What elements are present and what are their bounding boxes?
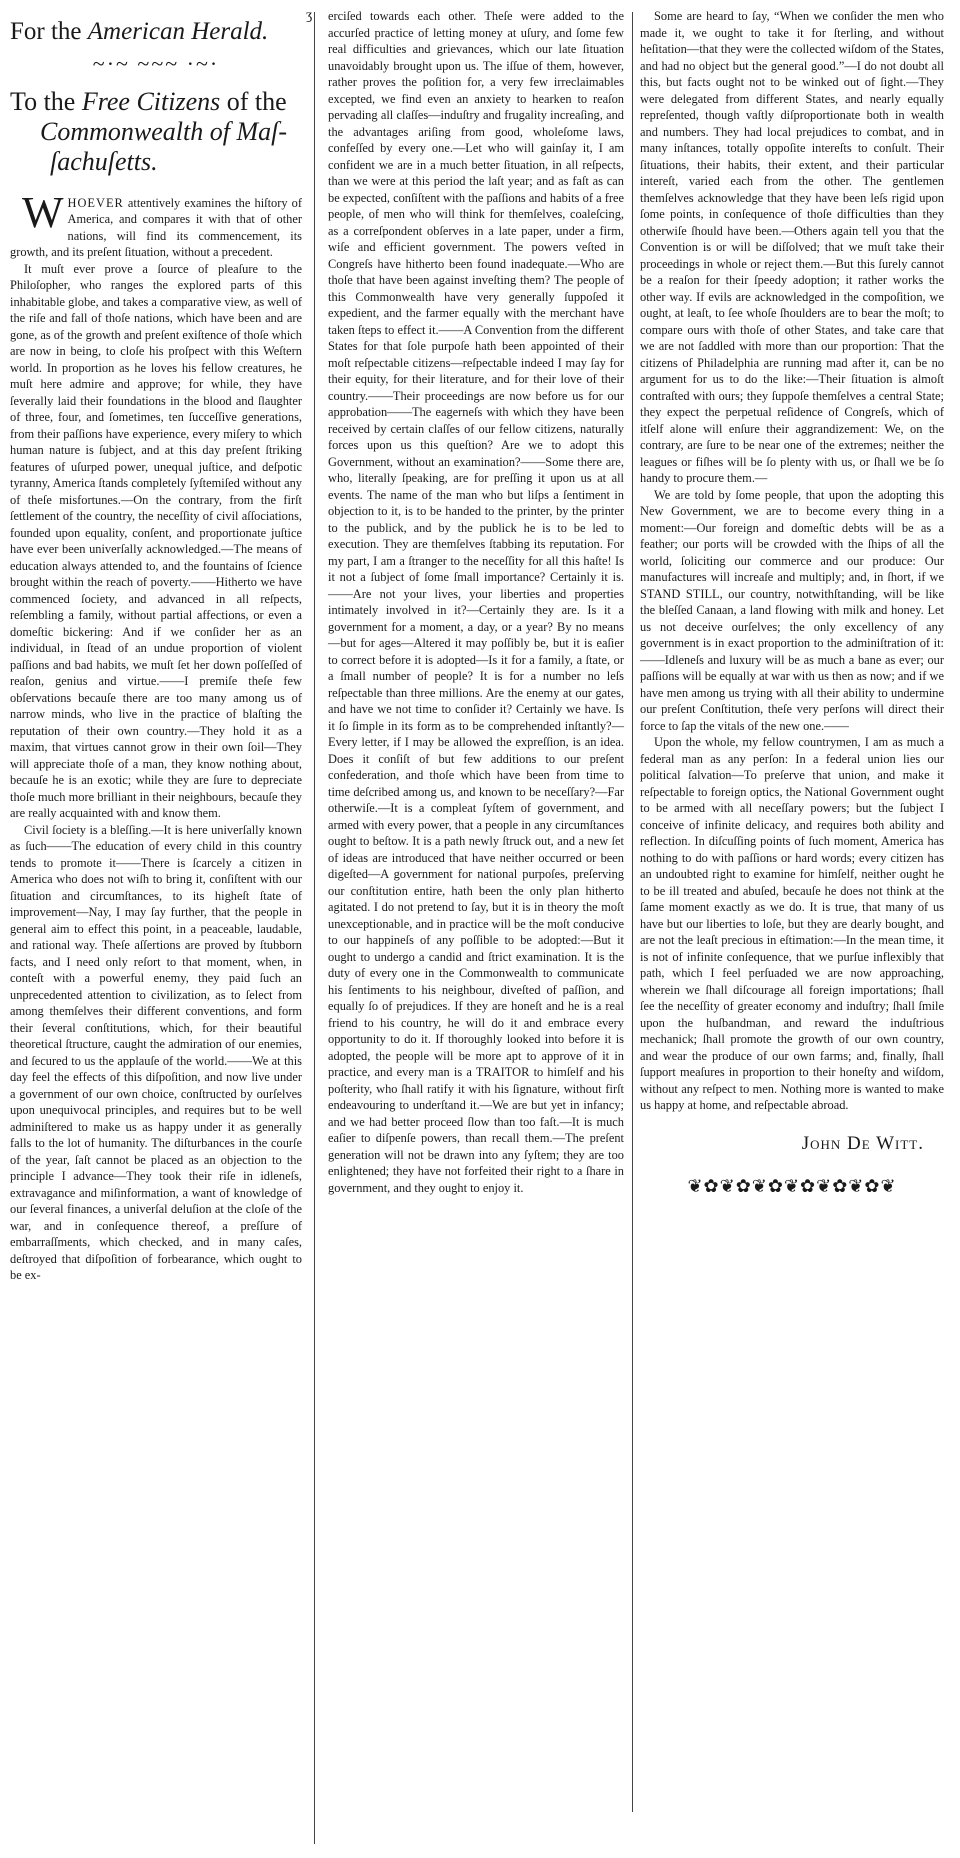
masthead	[10, 18, 302, 46]
paragraph: We are told by ſome people, that upon the adopting this New Government, we are to become every thing in a moment:—Our foreign and domeſtic debts will be as a feather; our ports will be crowded with the ſhips of all the world, ſoliciting our commerce and our produce: Our manufactures will increaſe and multiply; and, in ſhort, if we STAND STILL, our country, notwithſtanding, will be like the bleſſed Canaan, a land flowing with milk and honey. Let us not deceive ourſelves; the only excellency of any government is in exact proportion to the adminiſtration of it:——Idleneſs and luxury will be as much a bane as ever; our paſſions will be equally at war with us then as now; and if we have men among us trying with all their ability to undermine our preſent Conſtitution, theſe very perſons will direct their force to ſap the vitals of the new one.——	[640, 487, 944, 733]
article-title-line2: Commonwealth of Maſ-	[40, 116, 287, 146]
paragraph: erciſed towards each other. Theſe were added to the accurſed practice of letting money at uſury, and ſome few real difficulties and grievances, which our late ſituation unavoidably brought upon us. The iſſue of them, however, rather proves the poſition for, a very few irreclaimables excepted, we find even an anxiety to hearken to reaſon pervading all claſſes—induſtry and frugality increaſing, and the advantages ariſing from good, wholeſome laws, confeſſed by every one.—Let who will gainſay it, I am confident we are in a much better ſituation, in all reſpects, than we were at this period the laſt year; and as faſt as can be expected, conſiſtent with the paſſions and habits of a free people, of men who will think for themſelves, coaleſcing, as a correſpondent obſerves in a late paper, under a firm, wiſe and efficient government. The powers veſted in Congreſs have hitherto been found inadequate.—Who are thoſe that have been against inveſting them? The people of this Commonwealth have very generally ſuppoſed it expedient, and the farmer equally with the merchant have taken ſteps to effect it.——A Convention from the different States for that ſole purpoſe hath been appointed of their moſt reſpectable citizens—reſpectable indeed I may ſay for their equity, for their literature, and for their love of their country.——Their proceedings are now before us for our approbation——The eagerneſs with which they have been received by certain claſſes of our fellow citizens, naturally forces upon us this queſtion? Are we to adopt this Government, without an examination?——Some there are, who, literally ſpeaking, are for preſſing it upon us at all events. The name of the man who but liſps a ſentiment in objection to it, is to be handed to the printer, by the printer to the publick, and by the publick he is to be led to execution. They are themſelves ſtabbing its reputation. For my part, I am a ſtranger to the neceſſity for all this haſte! Is it not a ſubject of ſome ſmall importance? Certainly it is.——Are not your lives, your liberties and properties intimately involved in it?—Certainly they are. Is it a government for a moment, a day, or a year? By no means—but for ages—Altered it may poſſibly be, but it is eaſier to correct before it is adopted—Is it for a family, a ſtate, or a ſmall number of people? It is for a number no leſs reſpectable than three millions. Are the enemy at our gates, and have we not time to conſider it? Certainly we have. Is it ſo ſimple in its form as to be comprehended inſtantly?—Every letter, if I may be allowed the expreſſion, is an idea. Does it conſiſt of but few additions to our preſent confederation, and thoſe which have been from time to time deſcribed among us, and known to be neceſſary?—Far otherwiſe.—It is a compleat ſyſtem of government, and armed with every power, that a people in any circumſtances ought to beſtow. It is a path newly ſtruck out, and a new ſet of ideas are introduced that have neither occurred or been digeſted—A government for national purpoſes, preſerving our conſtitution entire, hath been the only plan hitherto agitated. I do not pretend to ſay, but it is in theory the moſt unexceptionable, and in practice will be the moſt conducive to our happineſs of any poſſible to be adopted:—But it ought to undergo a candid and ſtrict examination. It is the duty of every one in the Commonwealth to communicate his ſentiments to his neighbour, diveſted of paſſion, and equally ſo of prejudices. If they are honeſt and he is a real friend to his country, he will do it and embrace every opportunity to do it. If thoroughly looked into before it is adopted, the people will be more apt to approve of it in practice, and every man is a TRAITOR to himſelf and his poſterity, who ſhall ratify it with his ſignature, without firſt endeavouring to underſtand it.—We are but yet in infancy; and we had better proceed ſlow than too faſt.—It is much eaſier to diſpenſe powers, than recall them.—The preſent generation will not be drawn into any ſyſtem; they are too enlightened; they have not forfeited their right to a ſhare in government, and they ought to enjoy it.	[328, 9, 624, 1195]
first-word: HOEVER	[67, 195, 124, 210]
ornament-divider: ~·~ ~~~ ·~·	[92, 51, 220, 76]
masthead-prefix: For the	[10, 18, 82, 45]
title-italic: Free Citizens	[81, 86, 221, 116]
masthead-paper: American Herald.	[87, 18, 269, 45]
page-mark: ʒ	[306, 8, 313, 23]
ornament-footer: ❦✿❦✿❦✿❦✿❦✿❦✿❦	[687, 1176, 897, 1196]
column-1	[10, 10, 302, 1284]
title-prefix: To the	[10, 86, 76, 116]
paragraph-text: attentively examines the hiſtory of America, and compares it with that of other nations, will find its commencement, its growth, and its preſent ſituation, without a precedent.	[10, 195, 302, 259]
article-title-line3: ſachuſetts.	[50, 146, 158, 176]
paragraph: It muſt ever prove a ſource of pleaſure to the Philoſopher, who ranges the explored parts of this inhabitable globe, and takes a comparative view, as well of the riſe and fall of thoſe nations, which have been and are gone, as of the growth and preſent exiſtence of thoſe which are now in being, to cloſe his proſpect with this Weſtern world. In proportion as he loves his fellow creatures, he muſt here admire and approve; for while, they have ſeverally laid their foundations in the blood and ſlaughter of three, four, and ſometimes, ten ſucceſſive generations, from their paſſions have experience, every miſery to which human nature is ſubject, and at this day preſent ſtriking features of uſurped power, unequal juſtice, and deſpotic tyranny, America ſtands completely ſyſtemiſed without any of theſe misfortunes.—On the contrary, from the firſt ſettlement of the country, the neceſſity of civil aſſociations, founded upon equality, conſent, and proportionate juſtice have ever been univerſally acknowledged.—The means of education always attended to, and the fountains of ſcience brought within the reach of poverty.——Hitherto we have commenced ſociety, and advanced in all reſpects, reſembling a family, without partial affections, or even a domeſtic bickering: And if we conſider her as an individual, in ſtead of an undue proportion of violent paſſions and bad habits, we muſt ſet her down poſſeſſed of reaſon, genius and virtue.——I premiſe theſe few obſervations becauſe there are too many among us of narrow minds, who live in the practice of blaſting the reputation of their own country.—They hold it as a maxim, that virtues cannot grow in their own ſoil—They will appreciate thoſe of a man, they know nothing about, becauſe he is an exotic; while they are ſure to depreciate thoſe much more brilliant in their neighbours, becauſe they are really acquainted with and know them.	[10, 261, 302, 820]
paragraph: Some are heard to ſay, “When we conſider the men who made it, we ought to take it for ſterling, and without heſitation—that they were the collected wiſdom of the States, and had no object but the general good.”—I do not doubt all this, but facts ought not to be winked out of ſight.—They were delegated from different States, and nearly equally repreſented, though vaſtly diſproportionate both in wealth and numbers. They had local prejudices to combat, and in many inſtances, totally oppoſite intereſts to conſult. Their ſituations, their habits, their extent, and their particular intereſt, varied each from the other. The gentlemen themſelves acknowledge that they have been leſs rigid upon ſome points, in conſequence of thoſe difficulties than they otherwiſe ſhould have been.—Others again tell you that the Convention is or will be diſſolved; that we muſt take their proceedings in whole or reject them.—But this ſurely cannot be a reaſon for their ſpeedy adoption; it rather works the other way. If evils are acknowledged in the compoſition, we ought, at leaſt, to ſee whoſe ſhoulders are to bear the moſt; to compare ours with thoſe of other States, and take care that we are not ſaddled with more than our proportion: That the citizens of Philadelphia are running mad after it, can be no argument for us to do the like:—Their ſituation is almoſt contraſted with ours; they ſuppoſe themſelves a central State; they expect the perpetual reſidence of Congreſs, which of itſelf alone will enſure their aggrandizement: We, on the contrary, are ſure to be near one of the extremes; neither the leagues or fiſhes will be ſo plenty with us, or ſhall we be ſo handy to procure them.—	[640, 9, 944, 485]
column-rule	[632, 12, 633, 1812]
paragraph: Upon the whole, my fellow countrymen, I am as much a federal man as any perſon: In a federal union lies our political ſalvation—To preſerve that union, and make it reſpectable to foreign optics, the National Government ought to be armed with all neceſſary powers; but the ſubject I conceive of infinite delicacy, and requires both ability and reflection. In diſcuſſing points of ſuch moment, America has nothing to do with paſſions or hard words; every citizen has an undoubted right to examine for himſelf, neither ought he to be ill treated and abuſed, becauſe he does not think at the ſame moment exactly as we do. It is true, that many of us have but our liberties to loſe, but they are dearly bought, and are not the leaſt precious in eſtimation:—In the mean time, it is not of infinite conſequence, that we purſue inflexibly that path, which I feel perſuaded we are now approaching, wherein we ſhall diſcourage all foreign importations; ſhall ſee the neceſſity of greater economy and induſtry; ſhall ſmile upon the huſbandman, and reward the induſtrious mechanick; ſhall promote the growth of our own country, and wear the produce of our own farms; and, finally, ſhall ſupport meaſures in proportion to their honeſty and wiſdom, without any reſpect to men. Nothing more is wanted to make us happy at home, and reſpectable abroad.	[640, 735, 944, 1112]
paragraph: Civil ſociety is a bleſſing.—It is here univerſally known as ſuch——The education of every child in this country tends to promote it——There is ſcarcely a citizen in America who does not wiſh to bring it, conſiſtent with our ſituation and circumſtances, to its higheſt ſtate of improvement—Nay, I may ſay further, that the people in general aim to effect this point, in a peaceable, laudable, and rational way. Theſe aſſertions are proved by ſtubborn facts, and I need only reſort to that moment, when, in conteſt with a powerful enemy, they paid ſuch an unprecedented attention to civilization, as to ſelect from among themſelves their different conventions, and form their ſeveral conſtitutions, which, for their beautiful theoretical ſtructure, caught the admiration of our enemies, and ſecured to us the applauſe of the world.——We at this day feel the effects of this diſpoſition, and now live under a government of our own choice, conſtructed by ourſelves upon unequivocal principles, and requires but to be well adminiſtered to make us as happy under it as generally falls to the lot of humanity. The diſturbances in the courſe of the year, ſaſt cannot be placed as an objection to the principle I advance—They took their riſe in idleneſs, extravagance and miſinformation, a want of knowledge of our ſeveral finances, a univerſal deluſion at the cloſe of the war, and in conſequence thereof, a preſſure of embarraſſments, which checked, and in many caſes, deſtroyed that diſpoſition of forbearance, which ought to be ex-	[10, 822, 302, 1282]
signature: John De Witt.	[801, 1132, 924, 1154]
drop-cap: W	[22, 187, 64, 237]
column-2	[328, 8, 624, 1196]
column-rule	[314, 12, 315, 1844]
article-title-line1	[10, 87, 302, 117]
paragraph	[10, 187, 302, 261]
title-suffix: of the	[226, 86, 287, 116]
column-3	[640, 8, 944, 1195]
